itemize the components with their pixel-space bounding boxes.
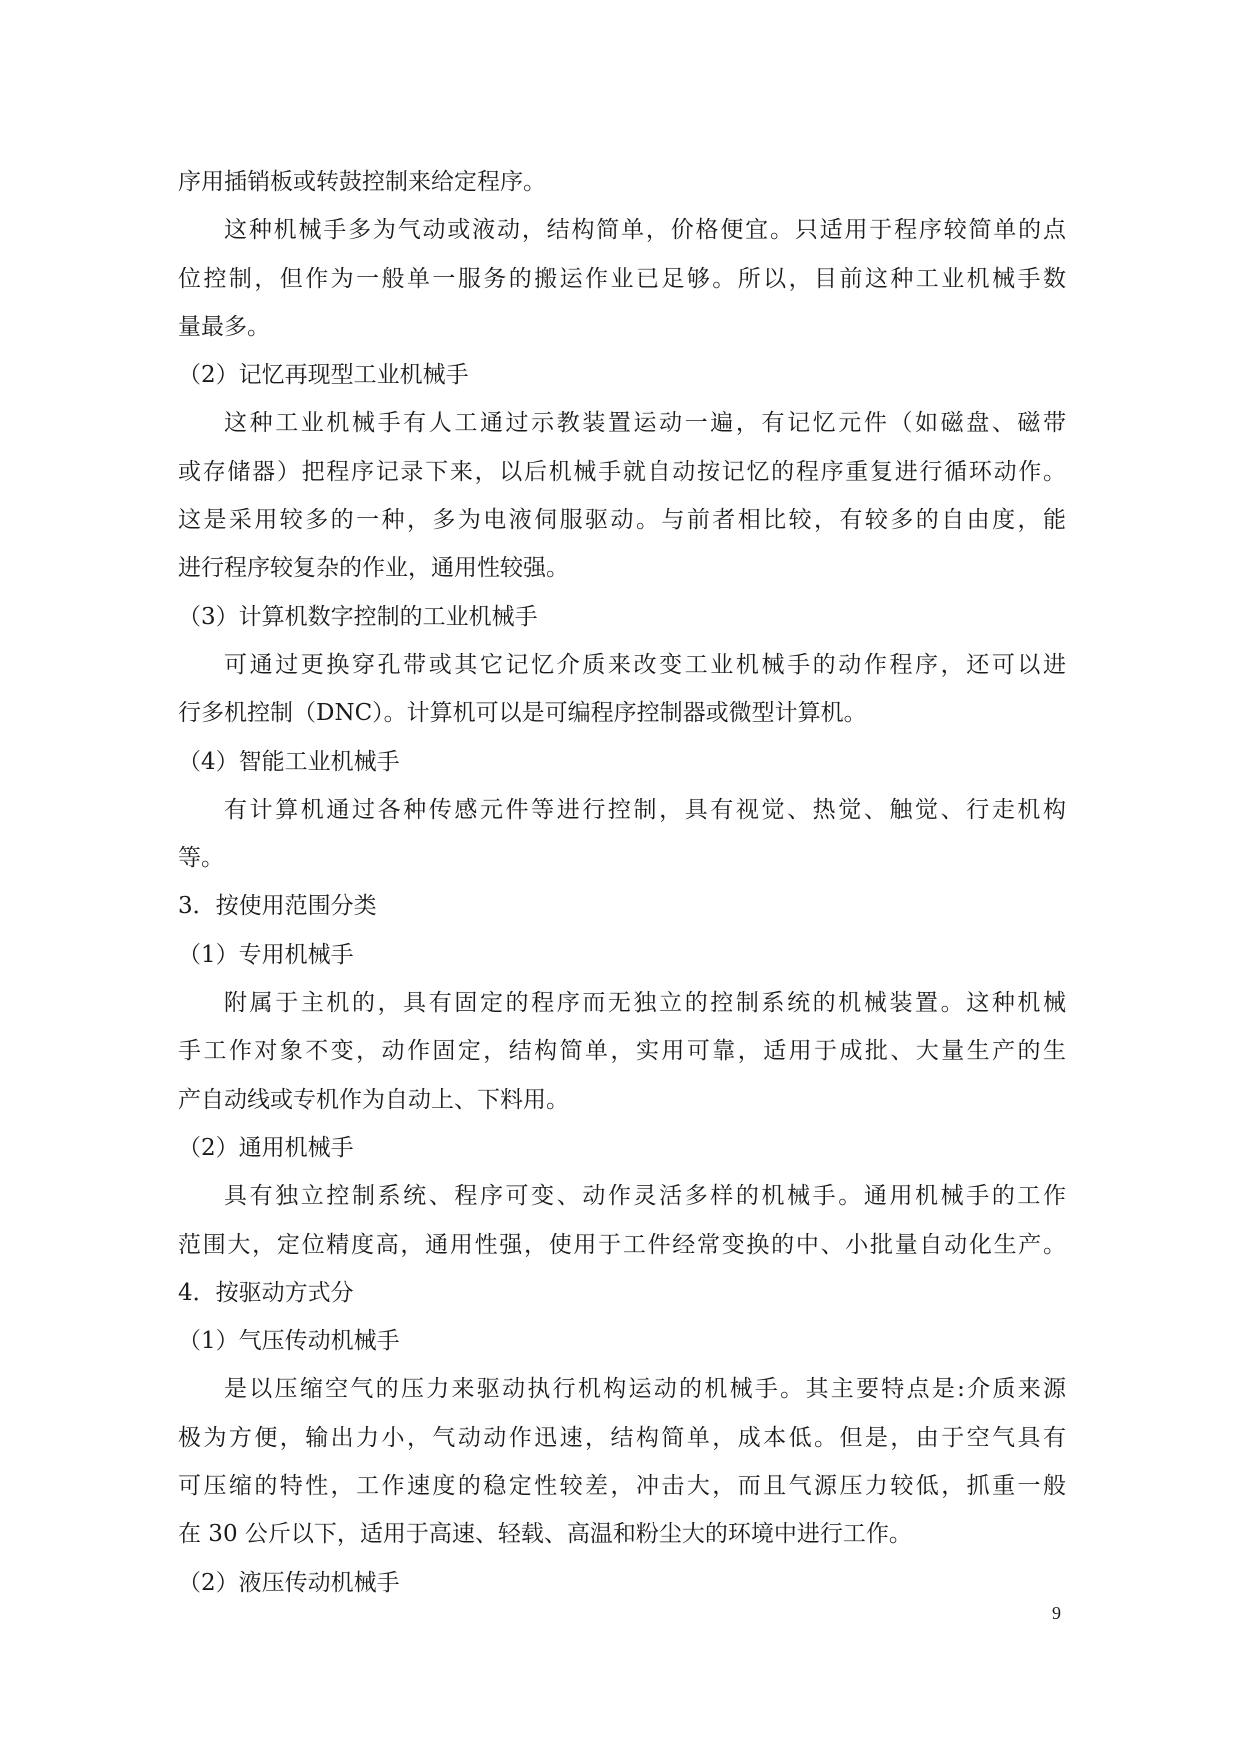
document-body (178, 158, 1066, 1607)
section-heading: （1）专用机械手 (178, 941, 354, 968)
section-heading: （3）计算机数字控制的工业机械手 (178, 603, 538, 630)
paragraph-line: 极为方便，输出力小，气动动作迅速，结构简单，成本低。但是，由于空气具有 (178, 1424, 1066, 1451)
paragraph-line: 进行程序较复杂的作业，通用性较强。 (178, 555, 569, 582)
paragraph-line: 在 30 公斤以下，适用于高速、轻载、高温和粉尘大的环境中进行工作。 (178, 1521, 912, 1548)
paragraph-line: 这种工业机械手有人工通过示教装置运动一遍，有记忆元件（如磁盘、磁带 (224, 410, 1066, 437)
paragraph-line: 等。 (178, 845, 224, 872)
text-line: 序用插销板或转鼓控制来给定程序。 (178, 169, 546, 195)
section-heading: （4）智能工业机械手 (178, 748, 400, 775)
paragraph-line: 位控制，但作为一般单一服务的搬运作业已足够。所以，目前这种工业机械手数 (178, 265, 1066, 292)
paragraph-line: 可压缩的特性，工作速度的稳定性较差，冲击大，而且气源压力较低，抓重一般 (178, 1473, 1066, 1500)
paragraph-line: 产自动线或专机作为自动上、下料用。 (178, 1086, 569, 1113)
paragraph-line: 有计算机通过各种传感元件等进行控制，具有视觉、热觉、触觉、行走机构 (224, 796, 1066, 823)
paragraph-line: 附属于主机的，具有固定的程序而无独立的控制系统的机械装置。这种机械 (224, 990, 1066, 1017)
paragraph-line: 这种机械手多为气动或液动，结构简单，价格便宜。只适用于程序较简单的点 (224, 217, 1066, 244)
section-heading: （2）液压传动机械手 (178, 1569, 400, 1596)
section-heading: （1）气压传动机械手 (178, 1328, 400, 1355)
section-heading: （2）记忆再现型工业机械手 (178, 362, 469, 389)
paragraph-line: 或存储器）把程序记录下来，以后机械手就自动按记忆的程序重复进行循环动作。 (178, 458, 1066, 485)
paragraph-line: 可通过更换穿孔带或其它记忆介质来改变工业机械手的动作程序，还可以进 (224, 651, 1066, 678)
section-heading: （2）通用机械手 (178, 1134, 354, 1161)
paragraph-line: 行多机控制（DNC）。计算机可以是可编程序控制器或微型计算机。 (178, 700, 867, 727)
paragraph-line: 量最多。 (178, 313, 270, 340)
paragraph-line: 这是采用较多的一种，多为电液伺服驱动。与前者相比较，有较多的自由度，能 (178, 507, 1066, 534)
paragraph-line: 是以压缩空气的压力来驱动执行机构运动的机械手。其主要特点是:介质来源 (224, 1376, 1066, 1403)
paragraph-line: 具有独立控制系统、程序可变、动作灵活多样的机械手。通用机械手的工作 (224, 1183, 1066, 1210)
paragraph-line: 范围大，定位精度高，通用性强，使用于工件经常变换的中、小批量自动化生产。 (178, 1231, 1066, 1258)
section-heading: 3．按使用范围分类 (178, 893, 377, 920)
section-heading: 4．按驱动方式分 (178, 1279, 354, 1306)
paragraph-line: 手工作对象不变，动作固定，结构简单，实用可靠，适用于成批、大量生产的生 (178, 1038, 1066, 1065)
page-number: 9 (1052, 1603, 1061, 1623)
